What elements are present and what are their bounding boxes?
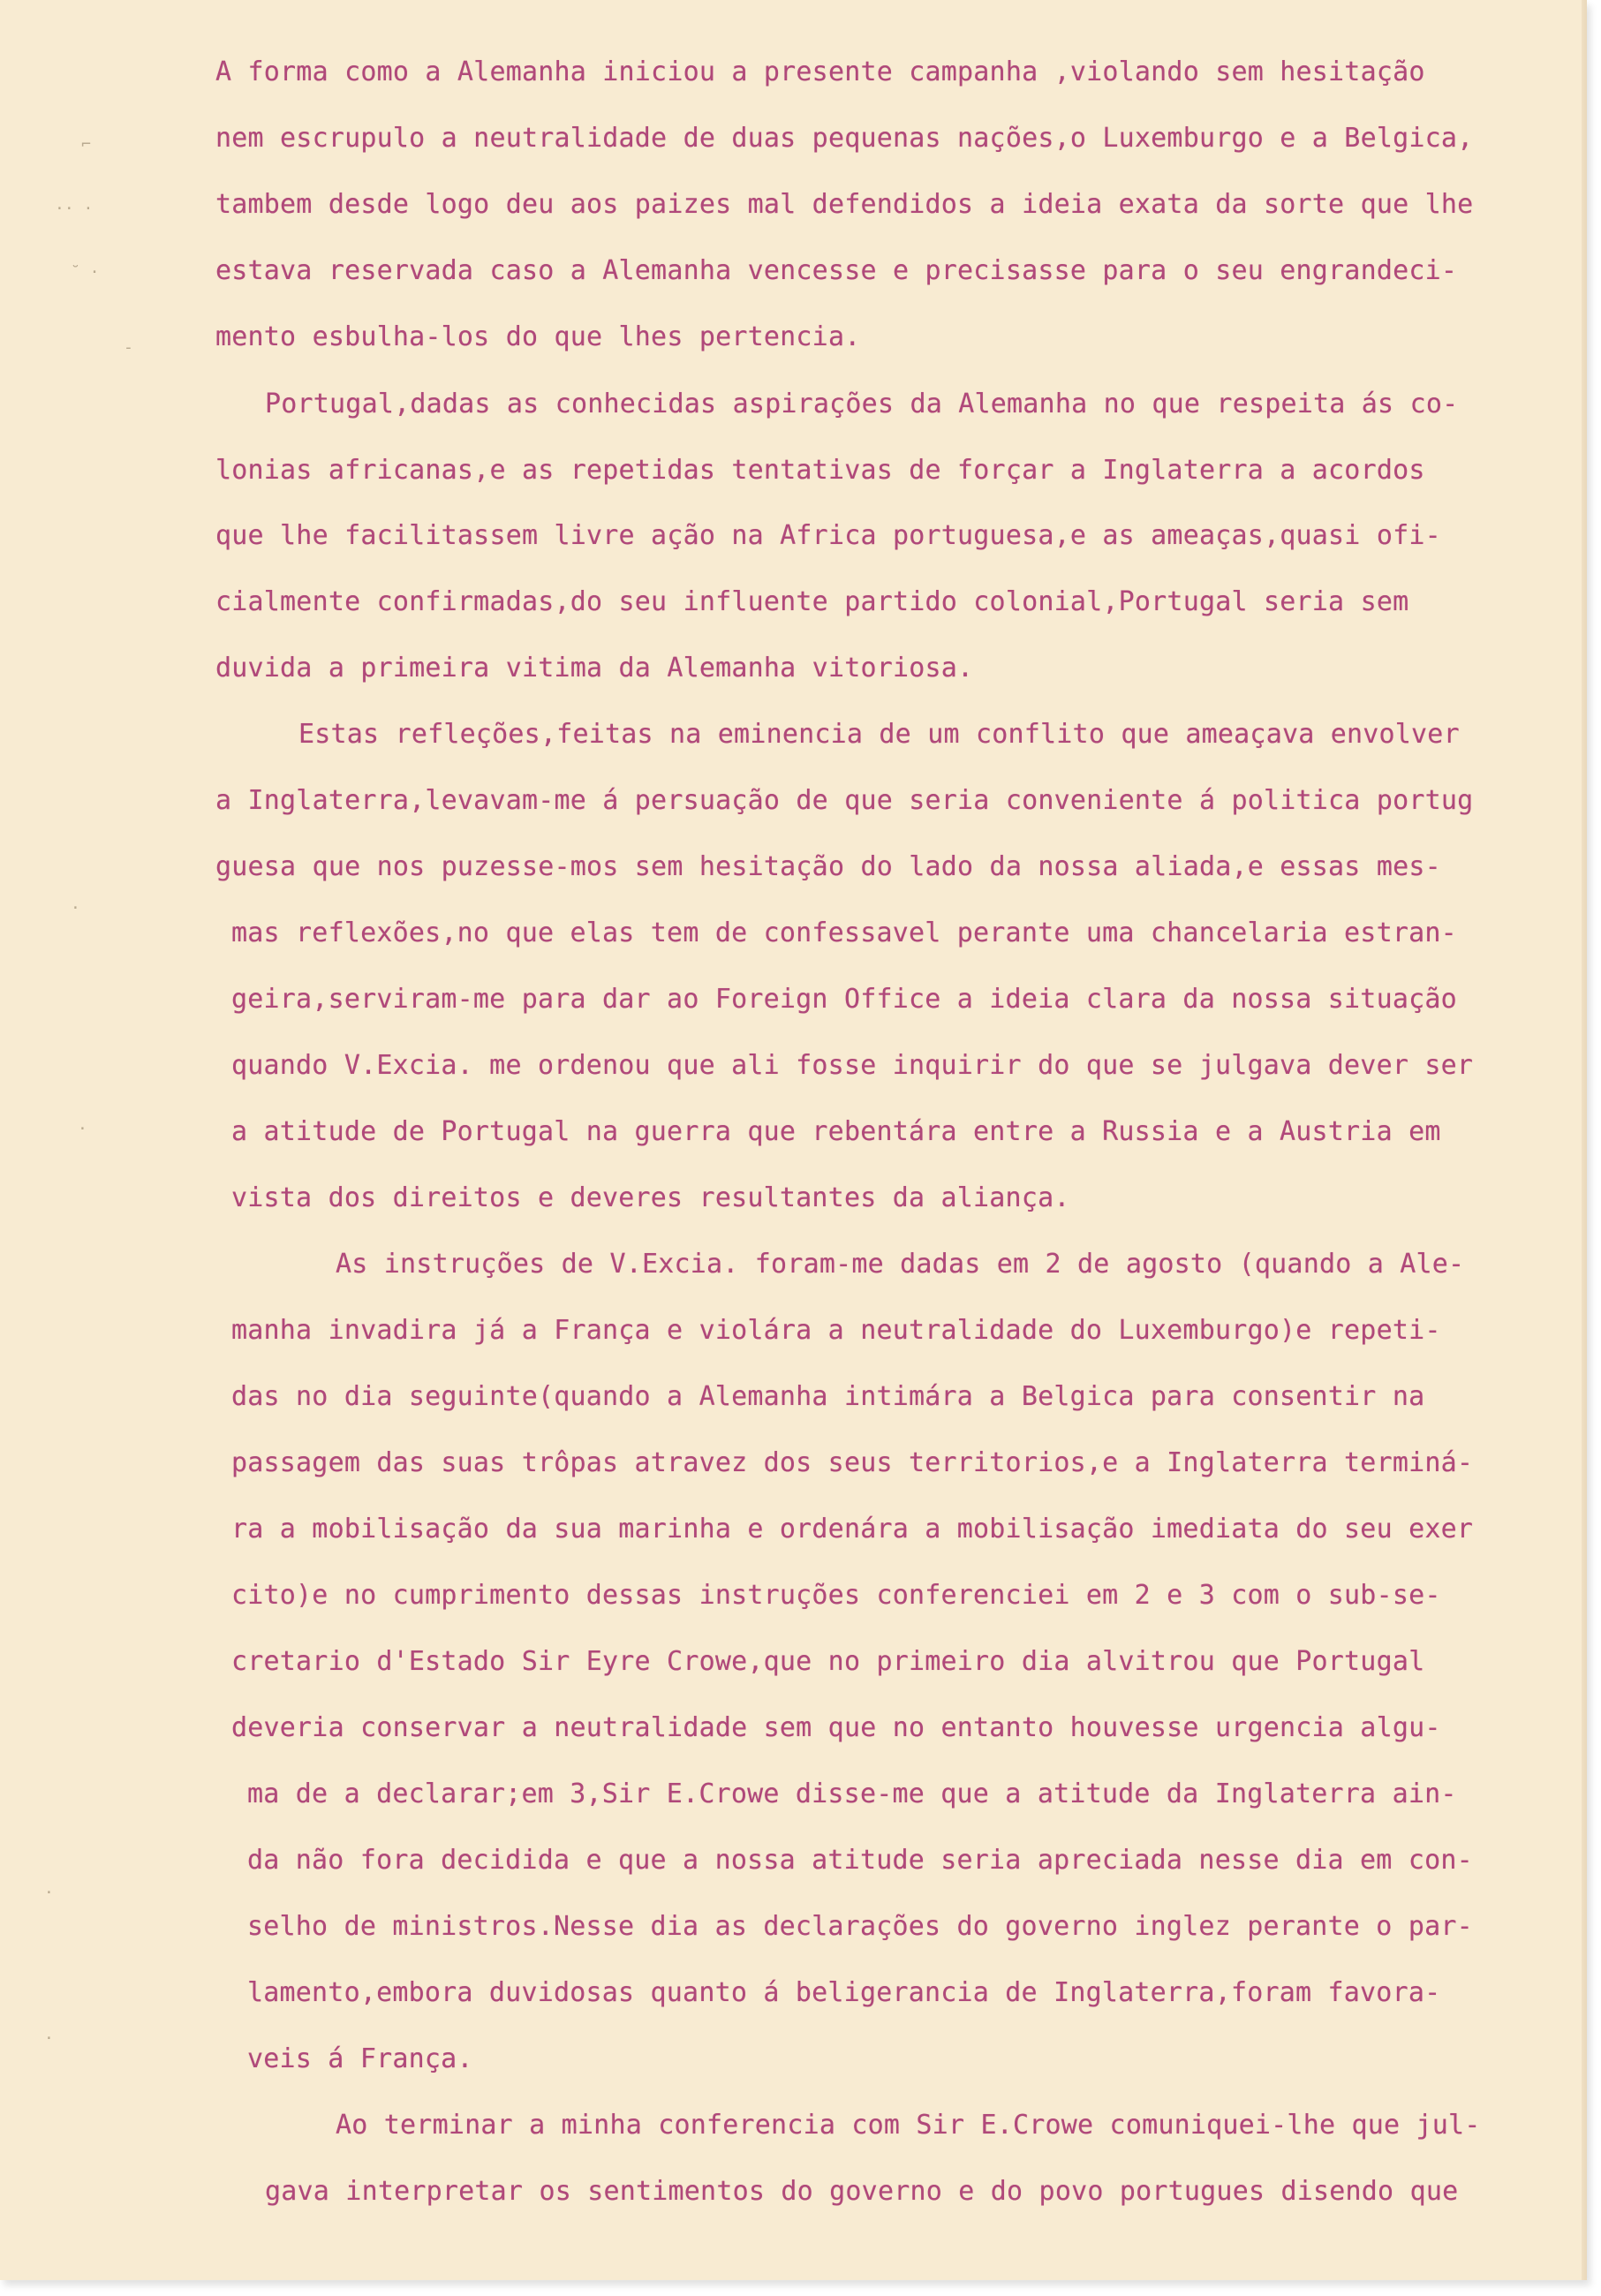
text-line: cito)e no cumprimento dessas instruções conferenciei em 2 e 3 com o sub-se- bbox=[231, 1580, 1441, 1611]
text-line: mas reflexões,no que elas tem de confessavel perante uma chancelaria estran- bbox=[231, 918, 1457, 948]
text-line: veis á França. bbox=[247, 2043, 473, 2074]
margin-mark: ˘ · bbox=[71, 263, 100, 282]
text-line: Ao terminar a minha conferencia com Sir E.Crowe comuniquei-lhe que jul- bbox=[336, 2110, 1481, 2141]
text-line: A forma como a Alemanha iniciou a presente campanha ,violando sem hesitação bbox=[215, 57, 1425, 87]
text-line: selho de ministros.Nesse dia as declarações do governo inglez perante o par- bbox=[247, 1911, 1473, 1942]
text-line: geira,serviram-me para dar ao Foreign Office a ideia clara da nossa situação bbox=[231, 984, 1457, 1015]
margin-mark: - bbox=[124, 338, 133, 357]
text-line: lamento,embora duvidosas quanto á beligerancia de Inglaterra,foram favora- bbox=[247, 1977, 1441, 2008]
margin-mark: · bbox=[44, 2029, 54, 2048]
margin-mark: ·· · bbox=[55, 200, 94, 218]
text-line: cretario d'Estado Sir Eyre Crowe,que no primeiro dia alvitrou que Portugal bbox=[231, 1646, 1425, 1677]
text-line: lonias africanas,e as repetidas tentativas de forçar a Inglaterra a acordos bbox=[215, 455, 1425, 486]
text-line: das no dia seguinte(quando a Alemanha intimára a Belgica para consentir na bbox=[231, 1381, 1425, 1412]
margin-mark: · bbox=[44, 1884, 54, 1902]
text-line: vista dos direitos e deveres resultantes da aliança. bbox=[231, 1182, 1070, 1213]
text-line: guesa que nos puzesse-mos sem hesitação do lado da nossa aliada,e essas mes- bbox=[215, 851, 1441, 882]
text-line: cialmente confirmadas,do seu influente partido colonial,Portugal seria sem bbox=[215, 586, 1409, 617]
text-line: mento esbulha-los do que lhes pertencia. bbox=[215, 321, 861, 352]
text-line: ma de a declarar;em 3,Sir E.Crowe disse-me que a atitude da Inglaterra ain- bbox=[247, 1779, 1457, 1809]
margin-mark: · bbox=[78, 1120, 87, 1138]
text-line: quando V.Excia. me ordenou que ali fosse inquirir do que se julgava dever ser bbox=[231, 1050, 1474, 1081]
text-line: passagem das suas trôpas atravez dos seus territorios,e a Inglaterra terminá- bbox=[231, 1447, 1474, 1478]
text-line: nem escrupulo a neutralidade de duas pequenas nações,o Luxemburgo e a Belgica, bbox=[215, 123, 1474, 154]
text-line: duvida a primeira vitima da Alemanha vitoriosa. bbox=[215, 653, 974, 684]
text-line: gava interpretar os sentimentos do governo e do povo portugues disendo que bbox=[265, 2176, 1459, 2207]
text-line: da não fora decidida e que a nossa atitude seria apreciada nesse dia em con- bbox=[247, 1845, 1473, 1876]
text-line: As instruções de V.Excia. foram-me dadas em 2 de agosto (quando a Ale- bbox=[336, 1249, 1465, 1280]
text-line: Estas refleções,feitas na eminencia de um conflito que ameaçava envolver bbox=[298, 719, 1460, 750]
margin-mark: ⌐ bbox=[81, 135, 91, 154]
text-line: ra a mobilisação da sua marinha e ordenára a mobilisação imediata do seu exer bbox=[231, 1514, 1474, 1545]
text-line: Portugal,dadas as conhecidas aspirações da Alemanha no que respeita ás co- bbox=[265, 389, 1459, 419]
text-line: deveria conservar a neutralidade sem que no entanto houvesse urgencia algu- bbox=[231, 1712, 1441, 1743]
text-line: a Inglaterra,levavam-me á persuação de que seria conveniente á politica portug bbox=[215, 785, 1474, 816]
margin-mark: · bbox=[71, 899, 80, 918]
page-edge-shadow bbox=[1582, 0, 1587, 2280]
text-line: manha invadira já a França e violára a neutralidade do Luxemburgo)e repeti- bbox=[231, 1315, 1441, 1346]
text-line: que lhe facilitassem livre ação na Africa portuguesa,e as ameaças,quasi ofi- bbox=[215, 520, 1441, 551]
text-line: a atitude de Portugal na guerra que rebentára entre a Russia e a Austria em bbox=[231, 1116, 1441, 1147]
text-line: tambem desde logo deu aos paizes mal defendidos a ideia exata da sorte que lhe bbox=[215, 189, 1474, 220]
text-line: estava reservada caso a Alemanha vencesse e precisasse para o seu engrandeci- bbox=[215, 255, 1458, 286]
